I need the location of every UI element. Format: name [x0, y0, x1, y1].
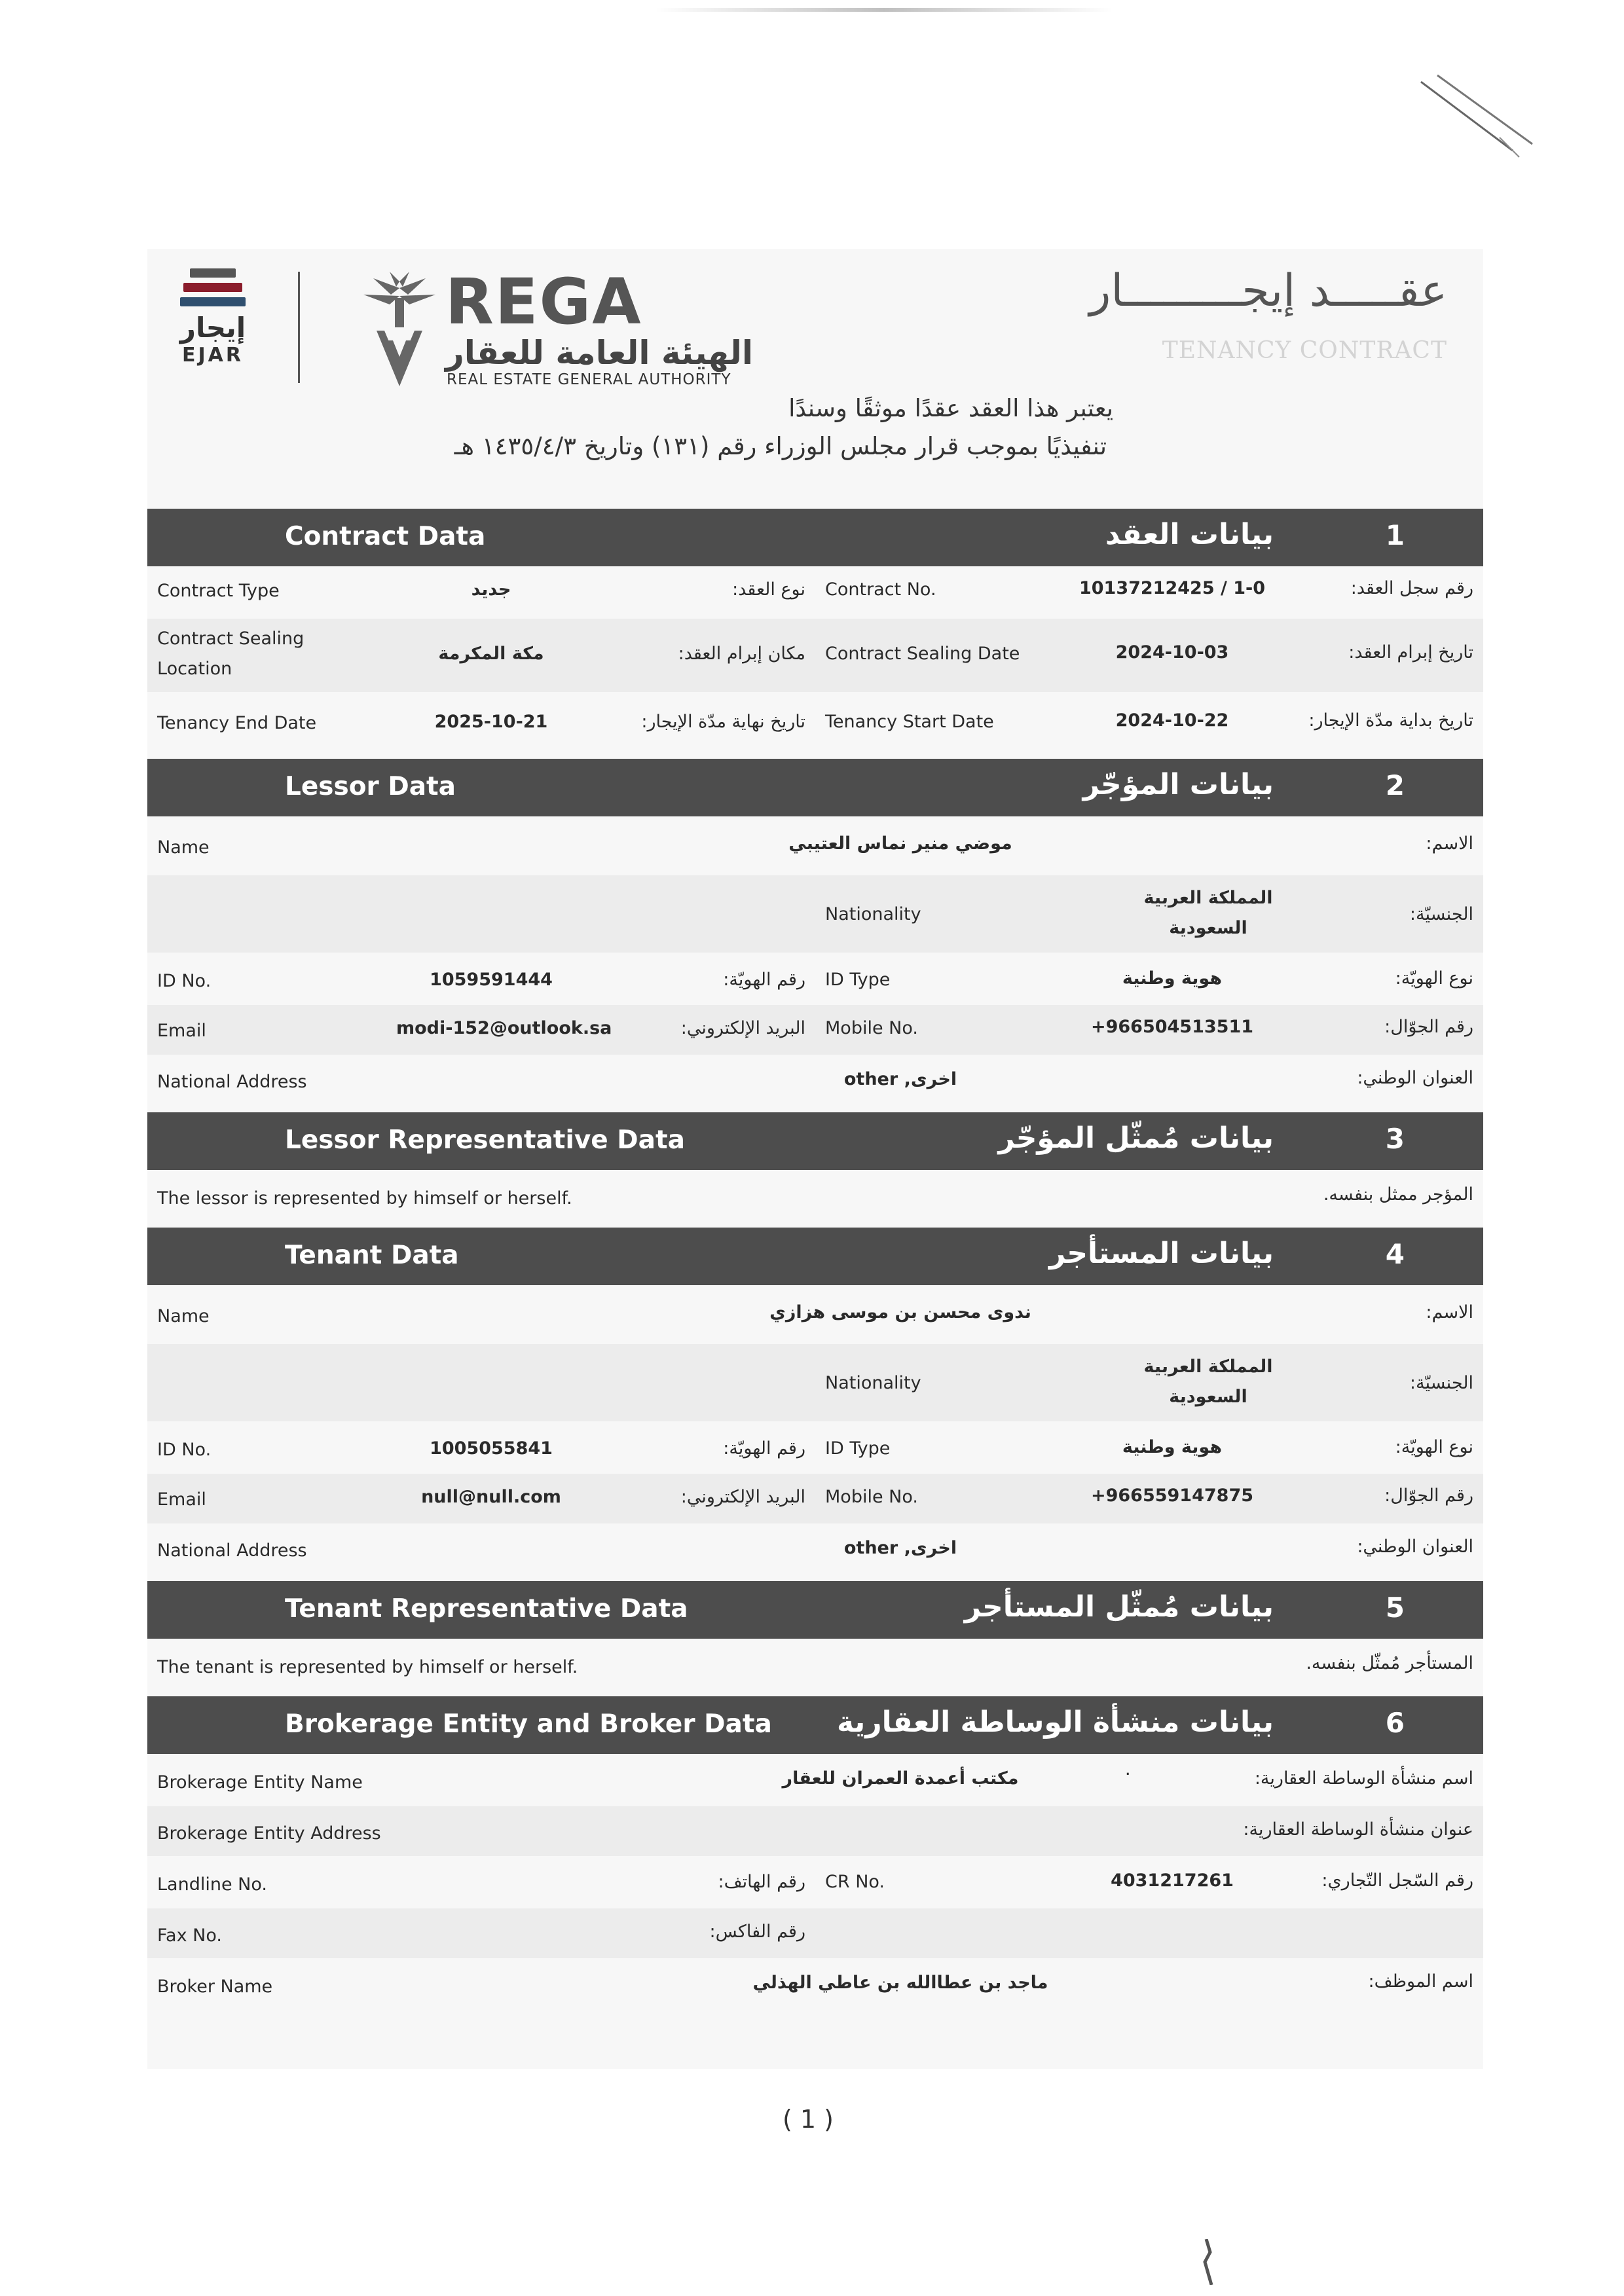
legal-statement-line-2: تنفيذيًا بموجب قرار مجلس الوزراء رقم (١٣١) وتاريخ ١٤٣٥/٤/٣ هـ	[454, 432, 1107, 460]
contract-row-sealing	[147, 619, 1483, 692]
lessor-rep-row	[147, 1170, 1483, 1220]
field-label-ar: تاريخ نهاية مدّة الإيجار:	[641, 712, 805, 732]
section-number: 4	[1385, 1238, 1405, 1270]
section-number: 3	[1385, 1123, 1405, 1155]
field-label-en: Email	[157, 1489, 206, 1510]
representation-note-en: The lessor is represented by himself or herself.	[157, 1188, 572, 1209]
field-value: 2024-10-22	[1115, 710, 1229, 731]
field-value: 1059591444	[430, 970, 553, 990]
field-value: ندوى محسن بن موسى هزازي	[769, 1302, 1031, 1322]
lessor-row-contact	[147, 1005, 1483, 1055]
tenant-row-id	[147, 1421, 1483, 1474]
field-value: +966559147875	[1090, 1485, 1254, 1506]
section-number: 2	[1385, 769, 1405, 801]
section-title-en: Lessor Representative Data	[285, 1125, 685, 1155]
ejar-logo	[177, 268, 249, 393]
field-value: modi-152@outlook.sa	[396, 1018, 612, 1038]
section-header-tenant	[147, 1228, 1483, 1285]
contract-title-ar: عقـــــد إيجـــــــــار	[1089, 265, 1447, 317]
field-label-ar: نوع العقد:	[732, 579, 805, 600]
rega-palm-icon	[350, 268, 449, 386]
contract-content	[147, 501, 1483, 2011]
field-label-en: Name	[157, 1306, 210, 1326]
brokerage-row-landline	[147, 1856, 1483, 1908]
field-label-ar: اسم منشأة الوساطة العقارية:	[1254, 1768, 1473, 1789]
field-label-en: Mobile No.	[825, 1018, 918, 1038]
field-label-ar: الجنسيّة:	[1409, 1373, 1473, 1393]
field-label-en: ID Type	[825, 1438, 891, 1459]
field-label-ar: رقم الفاكس:	[709, 1922, 805, 1942]
field-label-ar: رقم الجوّال:	[1384, 1485, 1473, 1506]
field-label-ar: نوع الهويّة:	[1395, 1437, 1473, 1457]
field-value: هوية وطنية	[1122, 1437, 1223, 1457]
field-label-ar: تاريخ بداية مدّة الإيجار:	[1308, 710, 1473, 731]
lessor-row-name	[147, 816, 1483, 875]
field-label-en: Tenancy End Date	[157, 713, 317, 733]
field-label-en: Brokerage Entity Name	[157, 1772, 363, 1793]
representation-note-ar: المؤجر ممثل بنفسه.	[1323, 1184, 1473, 1205]
brokerage-row-address	[147, 1806, 1483, 1856]
section-number: 6	[1385, 1707, 1405, 1739]
scan-artifact-line	[655, 8, 1113, 12]
section-number: 1	[1385, 519, 1405, 551]
section-header-brokerage	[147, 1696, 1483, 1754]
field-label-ar: مكان إبرام العقد:	[678, 644, 805, 664]
field-label-ar: البريد الإلكتروني:	[680, 1487, 805, 1507]
field-label-en: Email	[157, 1021, 206, 1041]
field-label-ar: الاسم:	[1426, 1302, 1473, 1322]
contract-row-dates	[147, 692, 1483, 751]
field-value: مكة المكرمة	[438, 644, 544, 664]
section-header-lessor	[147, 759, 1483, 816]
field-label-ar: رقم الجوّال:	[1384, 1017, 1473, 1037]
field-label-ar: رقم سجل العقد:	[1350, 578, 1473, 598]
field-value: اخرى, other	[843, 1538, 957, 1558]
field-label-ar: اسم الموظف:	[1368, 1971, 1473, 1992]
field-label-en: Mobile No.	[825, 1487, 918, 1507]
field-label-ar: رقم الهويّة:	[723, 1438, 805, 1459]
section-title-ar: بيانات مُمثّل المؤجّر	[998, 1121, 1274, 1155]
field-value: 4031217261	[1111, 1870, 1234, 1891]
rega-name-en: REAL ESTATE GENERAL AUTHORITY	[447, 371, 731, 388]
field-label-ar: عنوان منشأة الوساطة العقارية:	[1243, 1819, 1473, 1840]
ejar-logo-en: EJAR	[182, 344, 244, 367]
section-title-en: Contract Data	[285, 522, 486, 551]
field-label-ar: العنوان الوطني:	[1357, 1068, 1473, 1088]
field-label-en: Contract Sealing Date	[825, 644, 1020, 664]
field-label-en: ID No.	[157, 1440, 212, 1460]
field-value: null@null.com	[421, 1487, 561, 1507]
field-label-en: ID Type	[825, 970, 891, 990]
stray-ink-mark	[1198, 2239, 1218, 2285]
field-label-en: ID No.	[157, 971, 212, 991]
rega-name-ar: الهيئة العامة للعقار	[445, 334, 754, 372]
section-title-en: Lessor Data	[285, 772, 456, 801]
field-label-en: Contract No.	[825, 579, 936, 600]
contract-row-type	[147, 566, 1483, 619]
field-label-ar: الجنسيّة:	[1409, 904, 1473, 924]
lessor-row-nationality	[147, 875, 1483, 953]
field-value: المملكة العربية السعودية	[1143, 888, 1273, 938]
field-label-ar: الاسم:	[1426, 833, 1473, 854]
section-number: 5	[1385, 1592, 1405, 1624]
field-label-en: CR No.	[825, 1872, 885, 1892]
section-title-ar: بيانات منشأة الوساطة العقارية	[837, 1705, 1274, 1739]
field-value: 1005055841	[430, 1438, 553, 1459]
tenant-row-contact	[147, 1474, 1483, 1523]
field-value: ماجد بن عطاالله بن عاطي الهذلي	[752, 1973, 1048, 1993]
section-title-en: Tenant Representative Data	[285, 1594, 688, 1624]
tenant-rep-row	[147, 1639, 1483, 1688]
field-value: +966504513511	[1090, 1017, 1254, 1037]
field-label-en: National Address	[157, 1540, 307, 1561]
field-label-ar: تاريخ إبرام العقد:	[1348, 642, 1473, 663]
field-value: 10137212425 / 1-0	[1079, 578, 1266, 598]
field-label-en: Fax No.	[157, 1925, 222, 1946]
contract-title-en: TENANCY CONTRACT	[1162, 337, 1447, 364]
ejar-logo-ar: إيجار	[179, 312, 246, 344]
section-title-ar: بيانات المستأجر	[1048, 1237, 1274, 1270]
lessor-row-id	[147, 953, 1483, 1005]
field-value: هوية وطنية	[1122, 968, 1223, 989]
rega-wordmark: REGA	[445, 265, 642, 338]
logo-divider	[298, 272, 300, 383]
field-label-en: Contract Sealing Location	[157, 629, 304, 679]
section-header-contract	[147, 509, 1483, 566]
section-header-tenant-rep	[147, 1581, 1483, 1639]
field-label-ar: رقم الهاتف:	[718, 1872, 805, 1892]
field-label-ar: رقم السّجل التّجاري:	[1321, 1870, 1473, 1891]
field-label-en: Landline No.	[157, 1874, 267, 1895]
field-label-en: Nationality	[825, 1373, 921, 1393]
field-label-en: Nationality	[825, 904, 921, 924]
field-label-en: Broker Name	[157, 1977, 273, 1997]
field-value: جديد	[471, 579, 511, 600]
section-title-en: Brokerage Entity and Broker Data	[285, 1709, 772, 1739]
tenant-row-address	[147, 1523, 1483, 1573]
page-number: ( 1 )	[783, 2105, 834, 2134]
tenant-row-nationality	[147, 1344, 1483, 1421]
field-label-ar: رقم الهويّة:	[723, 970, 805, 990]
ejar-stripes-icon	[177, 268, 249, 306]
representation-note-ar: المستأجر مُمثّل بنفسه.	[1306, 1653, 1473, 1673]
brokerage-row-fax	[147, 1908, 1483, 1958]
section-title-ar: بيانات مُمثّل المستأجر	[964, 1590, 1274, 1624]
legal-statement-line-1: يعتبر هذا العقد عقدًا موثقًا وسندًا	[788, 394, 1113, 422]
section-title-ar: بيانات المؤجّر	[1082, 768, 1274, 801]
pen-marks	[1414, 72, 1545, 177]
rega-logo	[350, 265, 756, 393]
field-label-en: National Address	[157, 1072, 307, 1092]
field-value: اخرى, other	[843, 1069, 957, 1089]
field-label-ar: البريد الإلكتروني:	[680, 1018, 805, 1038]
field-label-en: Tenancy Start Date	[825, 712, 994, 732]
tenant-row-name	[147, 1285, 1483, 1344]
section-title-ar: بيانات العقد	[1105, 518, 1274, 551]
field-value: 2025-10-21	[434, 712, 548, 732]
lessor-row-address	[147, 1055, 1483, 1104]
brokerage-row-broker	[147, 1958, 1483, 2011]
field-label-en: Name	[157, 837, 210, 858]
section-header-lessor-rep	[147, 1112, 1483, 1170]
stray-mark: ٠	[1123, 1763, 1133, 1783]
field-value: المملكة العربية السعودية	[1143, 1357, 1273, 1407]
field-value: موضي منير نماس العتيبي	[788, 833, 1012, 854]
field-value: مكتب أعمدة العمران للعقار	[782, 1768, 1019, 1789]
section-title-en: Tenant Data	[285, 1241, 459, 1270]
representation-note-en: The tenant is represented by himself or herself.	[157, 1657, 578, 1677]
field-label-ar: العنوان الوطني:	[1357, 1537, 1473, 1557]
field-label-en: Brokerage Entity Address	[157, 1823, 381, 1844]
field-label-en: Contract Type	[157, 581, 280, 601]
field-value: 2024-10-03	[1115, 642, 1229, 663]
brokerage-row-entity	[147, 1754, 1483, 1806]
field-label-ar: نوع الهويّة:	[1395, 968, 1473, 989]
